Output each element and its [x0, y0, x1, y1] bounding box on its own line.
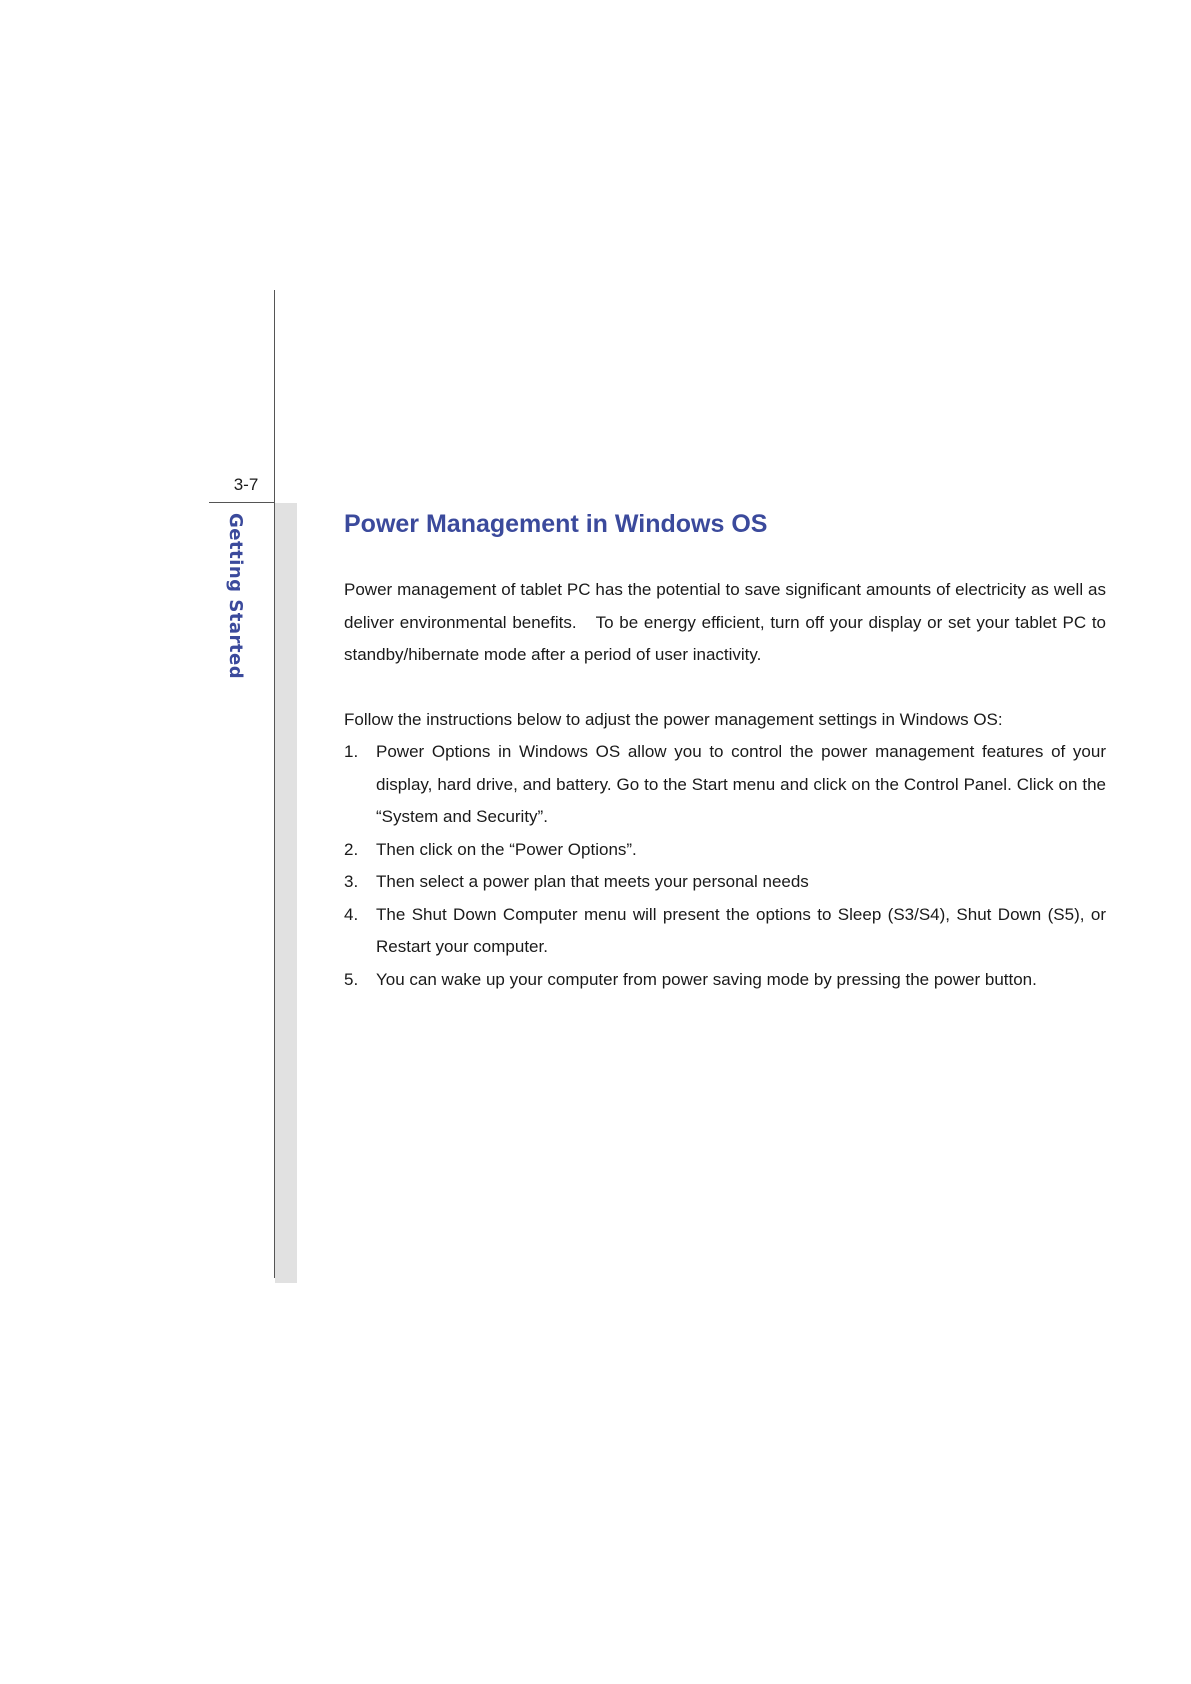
step-text: Then select a power plan that meets your personal needs	[376, 872, 809, 891]
step-number: 3.	[344, 872, 359, 891]
step-text: You can wake up your computer from power saving mode by pressing the power button.	[376, 969, 1037, 989]
step-text: The Shut Down Computer menu will present the options to Sleep (S3/S4), Shut Down (S5), or Restart your computer.	[376, 904, 1106, 956]
instructions-lead: Follow the instructions below to adjust the power management settings in Windows OS:	[344, 709, 1003, 729]
steps-list	[344, 736, 1106, 996]
paragraph-gap	[344, 672, 1106, 704]
step-text: Then click on the “Power Options”.	[376, 839, 637, 859]
step-item	[344, 964, 1106, 997]
step-number: 1.	[344, 742, 359, 761]
main-content	[344, 500, 1106, 996]
step-item	[344, 899, 1106, 964]
margin-gray-strip	[275, 503, 297, 1283]
step-item	[344, 866, 1106, 899]
step-number: 2.	[344, 839, 359, 859]
step-item	[344, 736, 1106, 834]
page-number: 3-7	[233, 475, 259, 494]
step-item	[344, 834, 1106, 867]
step-text: Power Options in Windows OS allow you to control the power management features of your display, hard drive, and battery. Go to the Start menu and click on the Control Panel. Click on the “System and Security”.	[376, 742, 1106, 826]
chapter-label: Getting Started	[225, 513, 246, 680]
step-number: 4.	[344, 904, 359, 924]
margin-vertical-rule	[274, 290, 275, 1278]
step-number: 5.	[344, 969, 359, 989]
page-number-rule	[209, 502, 275, 503]
intro-paragraph: Power management of tablet PC has the potential to save significant amounts of electricity as well as deliver environmental benefits. To be energy efficient, turn off your display or set your tablet PC to standby/hibernate mode after a period of user inactivity.	[344, 580, 1106, 664]
section-title: Power Management in Windows OS	[344, 510, 768, 538]
